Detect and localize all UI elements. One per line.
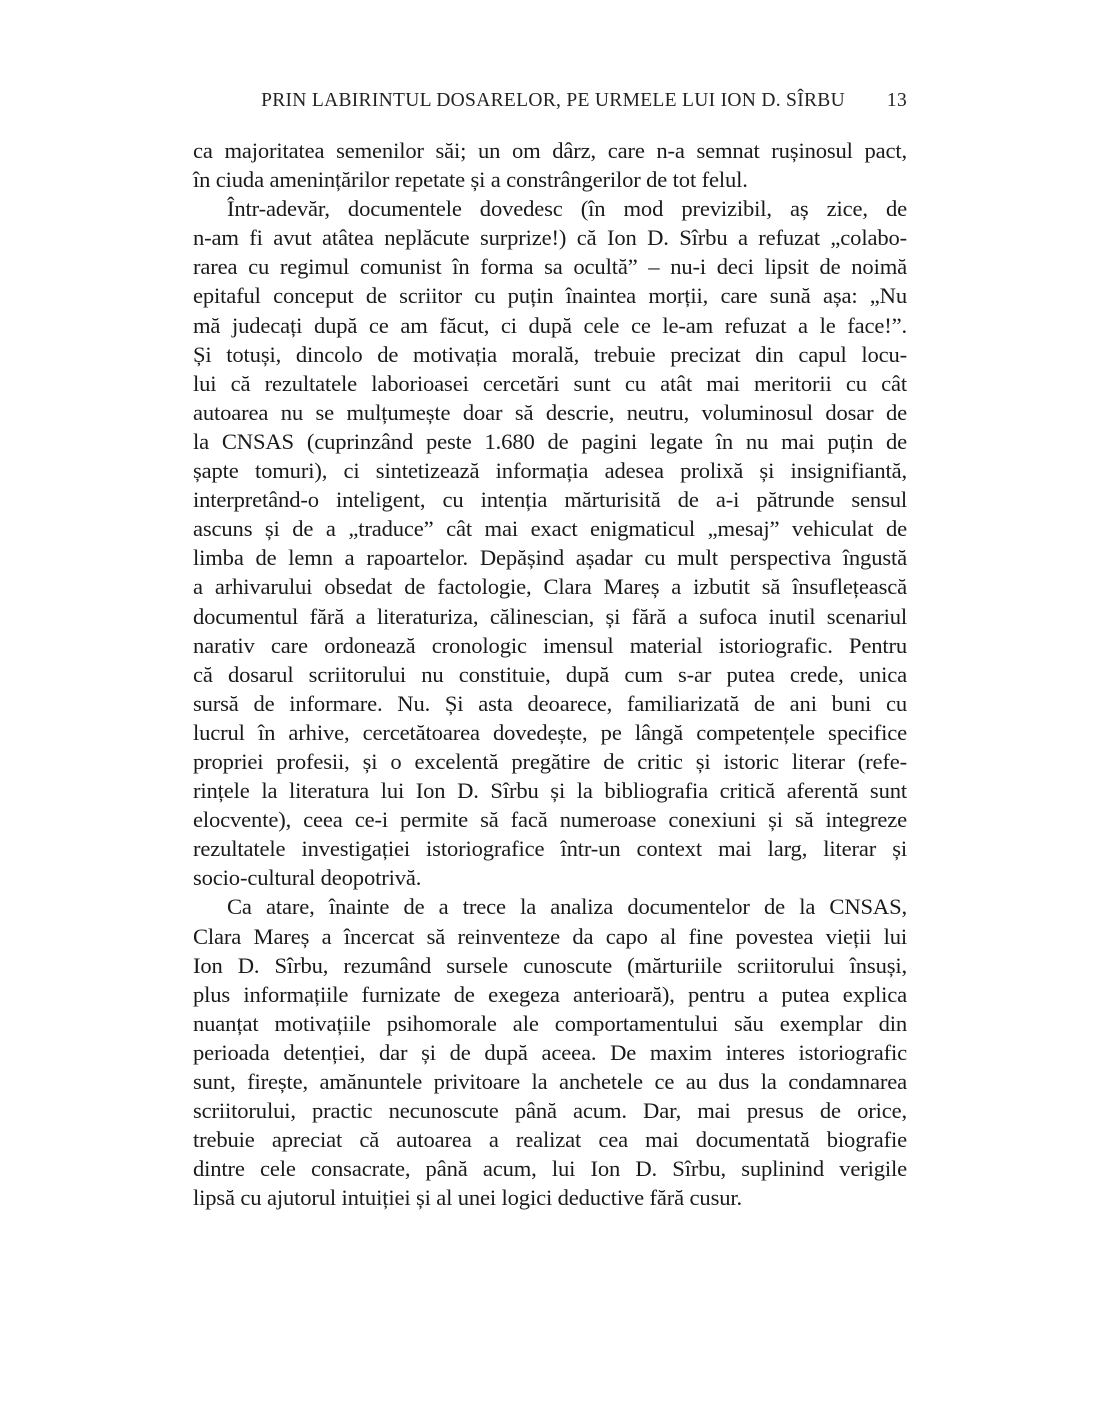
- text-line: sunt, firește, amănuntele privitoare la anchetele ce au dus la condamnarea: [193, 1069, 907, 1094]
- text-line: dintre cele consacrate, până acum, lui Ion D. Sîrbu, suplinind verigile: [193, 1156, 907, 1182]
- paragraph-1: [193, 136, 907, 194]
- text-line: nuanțat motivațiile psihomorale ale comportamentului său exemplar din: [193, 1010, 907, 1036]
- text-line: Ion D. Sîrbu, rezumând sursele cunoscute (mărturiile scriitorului însuși,: [193, 952, 907, 978]
- text-line: la CNSAS (cuprinzând peste 1.680 de pagini legate în nu mai puțin de: [193, 428, 907, 454]
- text-line: a arhivarului obsedat de factologie, Clara Mareș a izbutit să însuflețească: [193, 574, 907, 600]
- text-line: mă judecați după ce am făcut, ci după cele ce le-am refuzat a le face!”.: [193, 312, 907, 338]
- text-line: epitaful conceput de scriitor cu puțin înaintea morții, care sună așa: „Nu: [193, 283, 907, 309]
- text-line: rințele la literatura lui Ion D. Sîrbu și la bibliografia critică aferentă sunt: [193, 778, 907, 804]
- text-line: n-am fi avut atâtea neplăcute surprize!) că Ion D. Sîrbu a refuzat „colabo-: [193, 225, 907, 251]
- text-line: elocvente), ceea ce-i permite să facă numeroase conexiuni și să integreze: [193, 807, 907, 833]
- text-line: trebuie apreciat că autoarea a realizat cea mai documentată biografie: [193, 1127, 907, 1153]
- text-line: autoarea nu se mulțumește doar să descrie, neutru, voluminosul dosar de: [193, 399, 907, 425]
- text-line: în ciuda amenințărilor repetate și a constrângerilor de tot felul.: [193, 167, 748, 193]
- text-line: lui că rezultatele laborioasei cercetări sunt cu atât mai meritorii cu cât: [193, 370, 907, 396]
- text-line: interpretând-o inteligent, cu intenția mărturisită de a-i pătrunde sensul: [193, 487, 907, 513]
- text-line: propriei profesii, și o excelentă pregătire de critic și istoric literar (refe-: [193, 748, 907, 774]
- text-line: documentul fără a literaturiza, călinescian, și fără a sufoca inutil scenariul: [193, 603, 907, 629]
- text-line: lipsă cu ajutorul intuiției și al unei logici deductive fără cusur.: [193, 1185, 742, 1211]
- body-text: [193, 136, 907, 1212]
- text-line: rarea cu regimul comunist în forma sa ocultă” – nu-i deci lipsit de noimă: [193, 254, 907, 280]
- running-title: PRIN LABIRINTUL DOSARELOR, PE URMELE LUI ION D. SÎRBU: [261, 90, 845, 111]
- page-number: 13: [886, 90, 907, 111]
- text-line: rezultatele investigației istoriografice într-un context mai larg, literar și: [193, 836, 907, 862]
- text-line: narativ care ordonează cronologic imensul material istoriografic. Pentru: [193, 632, 907, 658]
- text-line: socio-cultural deopotrivă.: [193, 865, 422, 891]
- text-line: scriitorului, practic necunoscute până acum. Dar, mai presus de orice,: [193, 1098, 907, 1124]
- paragraph-2: [193, 194, 907, 892]
- text-line: Într-adevăr, documentele dovedesc (în mod previzibil, aș zice, de: [227, 196, 907, 222]
- text-line: Clara Mareș a încercat să reinventeze da capo al fine povestea vieții lui: [193, 923, 907, 949]
- text-line: lucrul în arhive, cercetătoarea dovedește, pe lângă competențele specifice: [193, 719, 907, 745]
- page-header: [193, 86, 907, 116]
- text-line: limba de lemn a rapoartelor. Depășind așadar cu mult perspectiva îngustă: [193, 545, 907, 571]
- text-line: ca majoritatea semenilor săi; un om dârz, care n-a semnat rușinosul pact,: [193, 138, 907, 163]
- text-line: că dosarul scriitorului nu constituie, după cum s-ar putea crede, unica: [193, 661, 907, 687]
- text-line: ascuns și de a „traduce” cât mai exact enigmaticul „mesaj” vehiculat de: [193, 516, 907, 542]
- text-line: sursă de informare. Nu. Și asta deoarece, familiarizată de ani buni cu: [193, 690, 907, 716]
- text-line: plus informațiile furnizate de exegeza anterioară), pentru a putea explica: [193, 981, 907, 1007]
- text-line: Și totuși, dincolo de motivația morală, trebuie precizat din capul locu-: [193, 341, 907, 367]
- text-line: Ca atare, înainte de a trece la analiza documentelor de la CNSAS,: [227, 894, 907, 920]
- text-line: șapte tomuri), ci sintetizează informația adesea prolixă și insignifiantă,: [193, 458, 907, 484]
- text-line: perioada detenției, dar și de după aceea. De maxim interes istoriografic: [193, 1039, 907, 1065]
- paragraph-3: [193, 892, 907, 1212]
